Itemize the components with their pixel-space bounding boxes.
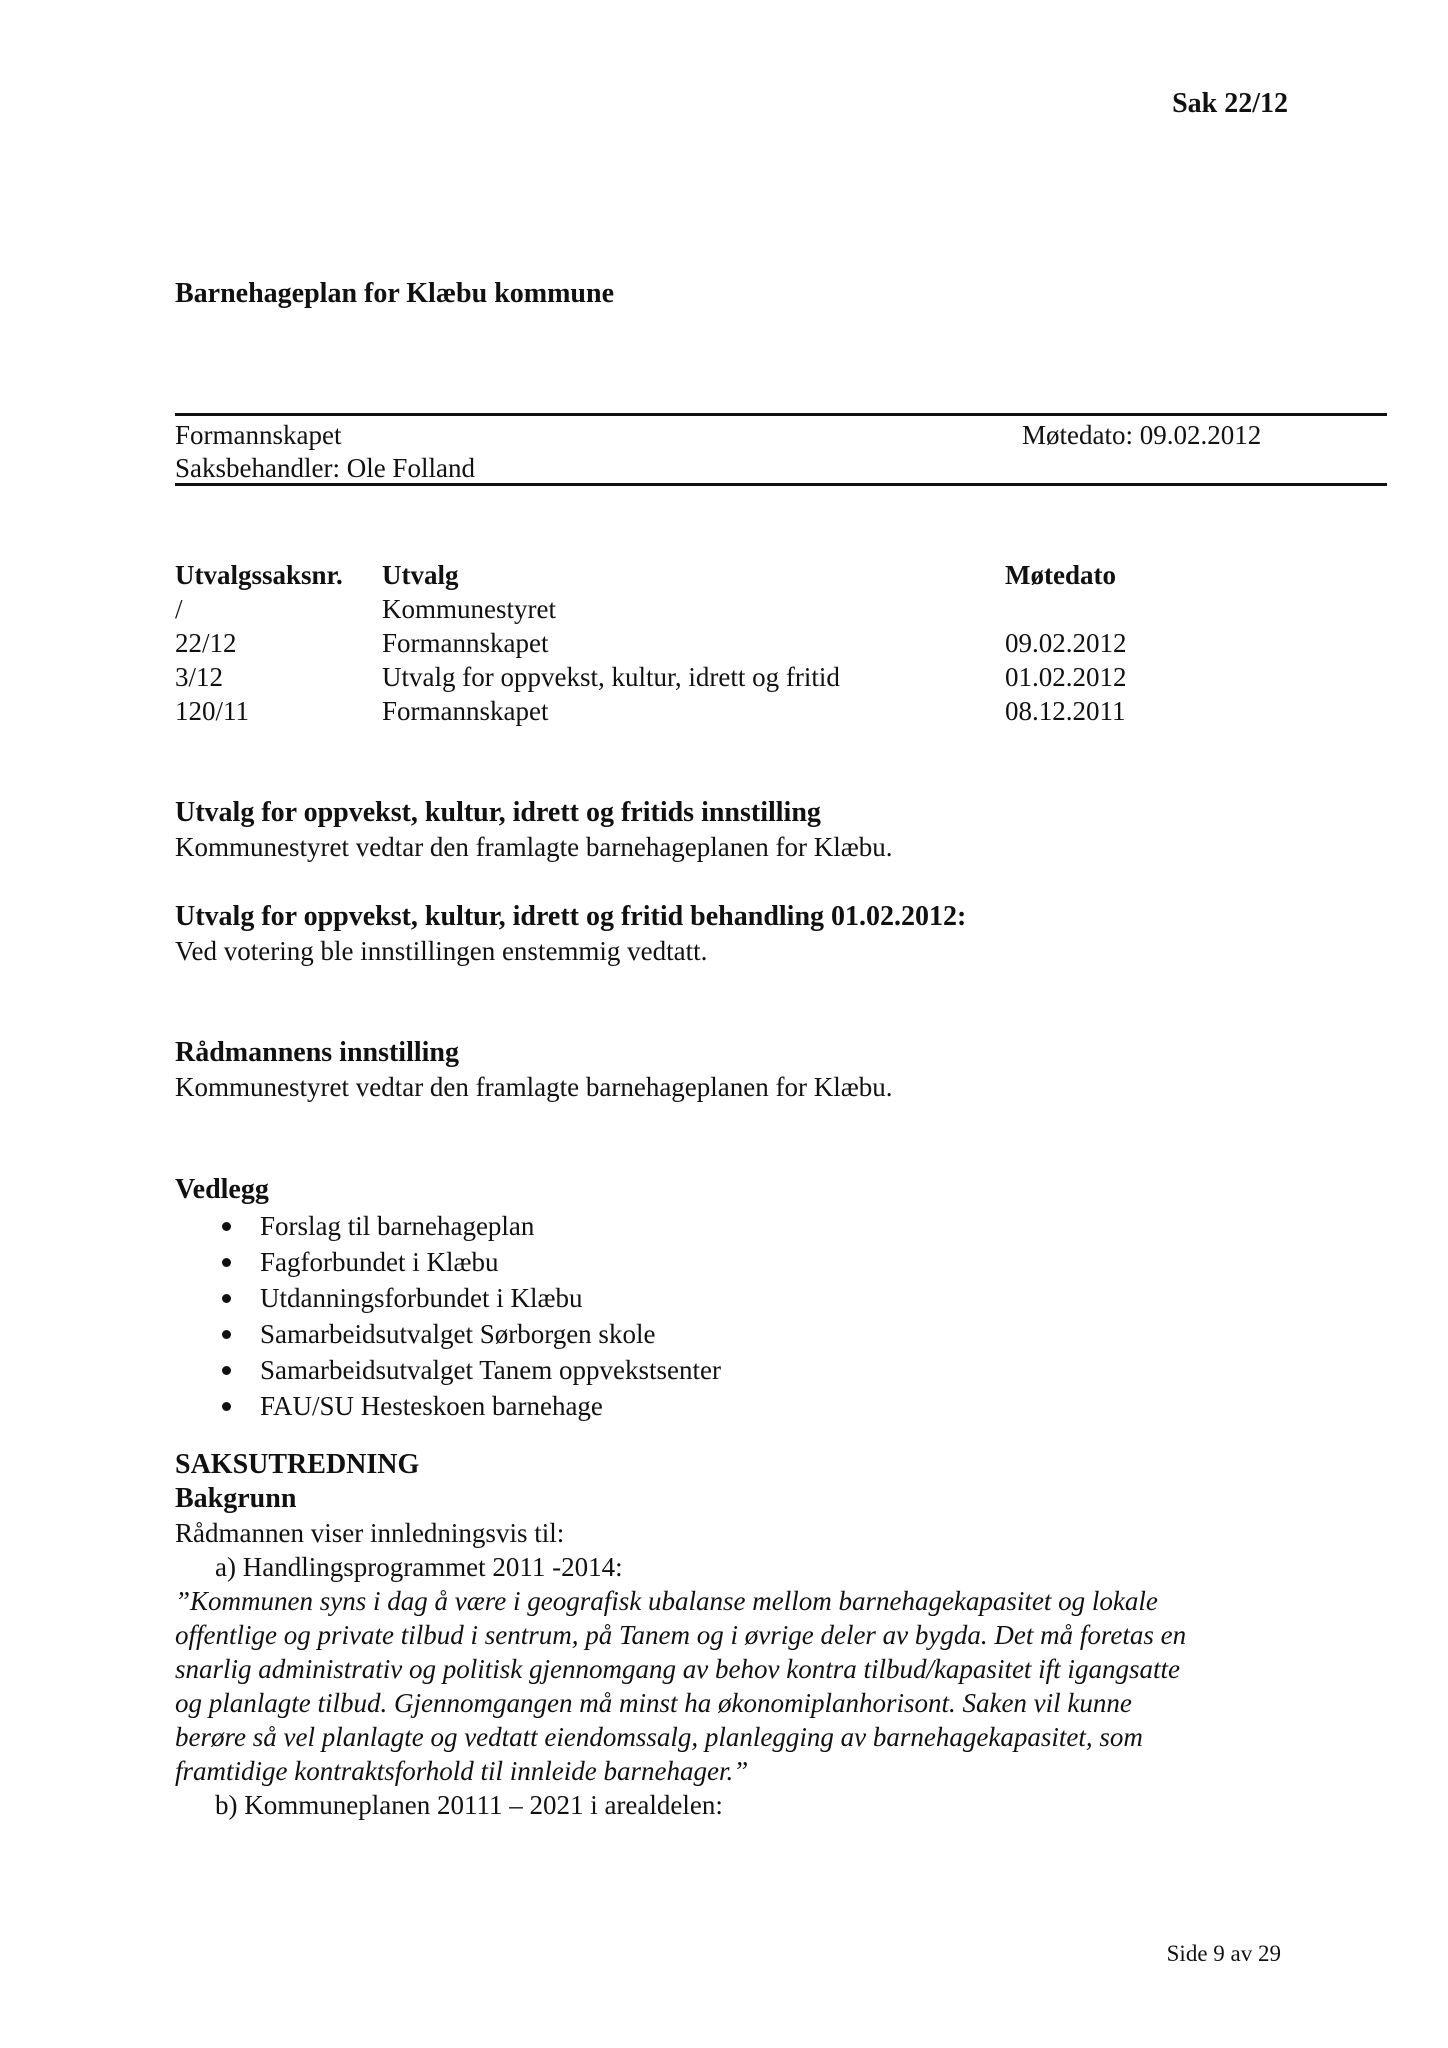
table-cell: Utvalg for oppvekst, kultur, idrett og fritid (382, 662, 840, 692)
list-item-label: Utdanningsforbundet i Klæbu (260, 1283, 583, 1313)
meta-meeting-date: Møtedato: 09.02.2012 (1022, 420, 1262, 450)
treatment-text: Ved votering ble innstillingen enstemmig vedtatt. (175, 936, 708, 966)
treatment-heading: Utvalg for oppvekst, kultur, idrett og fritid behandling 01.02.2012: (175, 901, 967, 932)
bullet-icon (222, 1402, 231, 1411)
quote-line: berøre så vel planlagte og vedtatt eiendomssalg, planlegging av barnehagekapasitet, som (175, 1722, 1143, 1752)
table-cell: 22/12 (175, 628, 237, 658)
item-a: a) Handlingsprogrammet 2011 -2014: (215, 1552, 623, 1582)
quote-line: ”Kommunen syns i dag å være i geografisk ubalanse mellom barnehagekapasitet og lokale (175, 1586, 1158, 1616)
meta-caseworker: Saksbehandler: Ole Folland (175, 453, 475, 483)
quote-line: framtidige kontraktsforhold til innleide barnehager.” (175, 1756, 749, 1786)
radmann-recommendation-heading: Rådmannens innstilling (175, 1037, 459, 1068)
divider-bottom (175, 483, 1387, 486)
committee-recommendation-text: Kommunestyret vedtar den framlagte barnehageplanen for Klæbu. (175, 832, 893, 862)
background-subheading: Bakgrunn (175, 1483, 297, 1514)
item-b: b) Kommuneplanen 20111 – 2021 i arealdelen: (215, 1790, 723, 1820)
table-cell: / (175, 594, 183, 624)
quote-line: og planlagte tilbud. Gjennomgangen må minst ha økonomiplanhorisont. Saken vil kunne (175, 1688, 1132, 1718)
table-cell: 08.12.2011 (1005, 696, 1126, 726)
saksutredning-heading: SAKSUTREDNING (175, 1449, 420, 1480)
bullet-icon (222, 1222, 231, 1231)
list-item (175, 1280, 721, 1316)
bullet-icon (222, 1258, 231, 1267)
table-header-date: Møtedato (1005, 560, 1116, 590)
list-item (175, 1208, 721, 1244)
committee-recommendation-heading: Utvalg for oppvekst, kultur, idrett og fritids innstilling (175, 797, 821, 828)
table-cell: Formannskapet (382, 696, 549, 726)
list-item (175, 1388, 721, 1424)
attachments-heading: Vedlegg (175, 1174, 269, 1205)
list-item (175, 1244, 721, 1280)
page-number: Side 9 av 29 (1166, 1941, 1281, 1966)
bullet-icon (222, 1366, 231, 1375)
table-cell: 120/11 (175, 696, 249, 726)
table-cell: 09.02.2012 (1005, 628, 1127, 658)
list-item-label: Samarbeidsutvalget Tanem oppvekstsenter (260, 1355, 721, 1385)
bullet-icon (222, 1294, 231, 1303)
table-header-case-no: Utvalgssaksnr. (175, 560, 343, 590)
list-item (175, 1352, 721, 1388)
list-item (175, 1316, 721, 1352)
divider-top (175, 413, 1387, 416)
table-cell: Kommunestyret (382, 594, 556, 624)
list-item-label: Fagforbundet i Klæbu (260, 1247, 499, 1277)
table-cell: Formannskapet (382, 628, 549, 658)
attachments-list (175, 1208, 721, 1424)
quote-line: snarlig administrativ og politisk gjennomgang av behov kontra tilbud/kapasitet ift igangsatte (175, 1654, 1180, 1684)
radmann-recommendation-text: Kommunestyret vedtar den framlagte barnehageplanen for Klæbu. (175, 1072, 893, 1102)
table-cell: 3/12 (175, 662, 224, 692)
meta-body: Formannskapet (175, 420, 342, 450)
table-cell: 01.02.2012 (1005, 662, 1127, 692)
list-item-label: FAU/SU Hesteskoen barnehage (260, 1391, 603, 1421)
document-title: Barnehageplan for Klæbu kommune (175, 278, 614, 309)
background-intro: Rådmannen viser innledningsvis til: (175, 1518, 565, 1548)
case-reference: Sak 22/12 (1172, 88, 1288, 119)
list-item-label: Samarbeidsutvalget Sørborgen skole (260, 1319, 656, 1349)
table-header-committee: Utvalg (382, 560, 459, 590)
quote-line: offentlige og private tilbud i sentrum, på Tanem og i øvrige deler av bygda. Det må foretas en (175, 1620, 1187, 1650)
bullet-icon (222, 1330, 231, 1339)
list-item-label: Forslag til barnehageplan (260, 1211, 535, 1241)
